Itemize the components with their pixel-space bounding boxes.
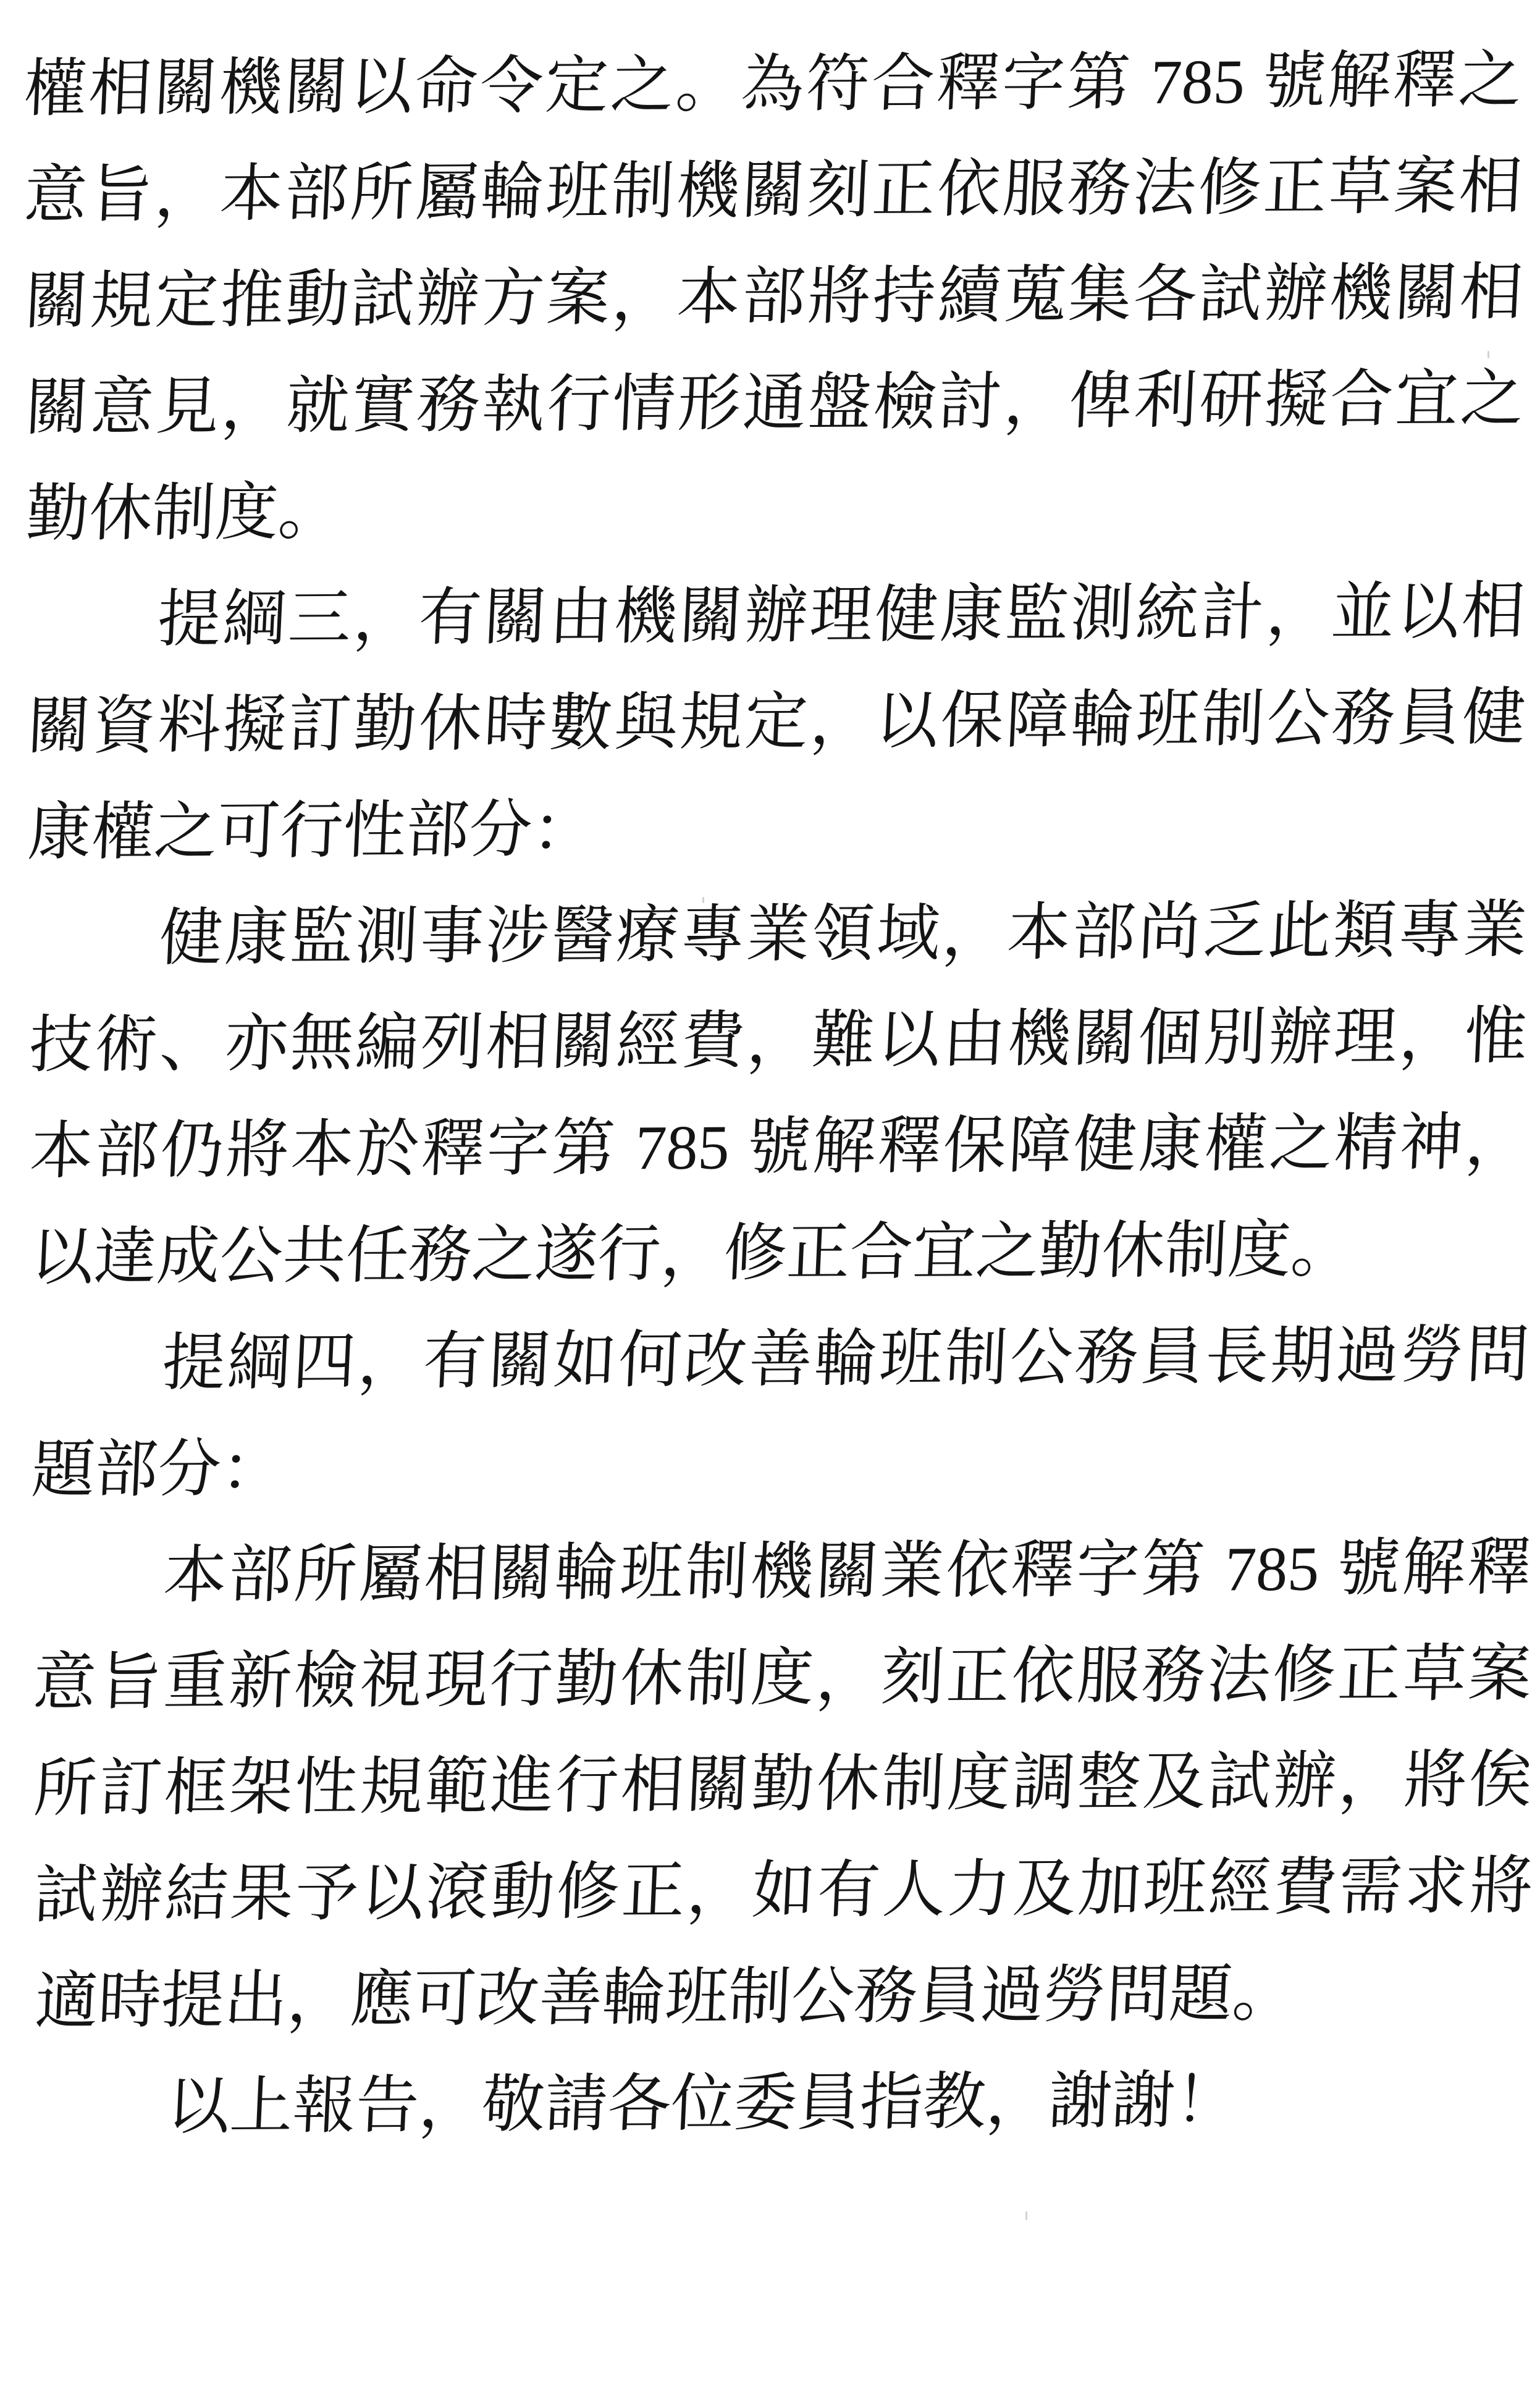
text-line: 本部所屬相關輪班制機關業依釋字第 785 號解釋 [162, 1533, 1533, 1612]
text-line: 所訂框架性規範進行相關勤休制度調整及試辦，將俟 [32, 1745, 1534, 1825]
text-line: 題部分： [30, 1434, 286, 1506]
text-line: 關規定推動試辦方案，本部將持續蒐集各試辦機關相 [23, 258, 1525, 337]
scan-speckle [702, 897, 704, 903]
text-line: 技術、亦無編列相關經費，難以由機關個別辦理，惟 [27, 1001, 1529, 1081]
scan-speckle [48, 1980, 50, 1986]
text-line: 關資料擬訂勤休時數與規定，以保障輪班制公務員健 [25, 683, 1527, 762]
scan-speckle [1487, 351, 1489, 358]
text-line: 關意見，就實務執行情形通盤檢討，俾利研擬合宜之 [23, 364, 1525, 444]
text-line: 以達成公共任務之遂行，修正合宜之勤休制度。 [29, 1215, 1356, 1293]
text-line: 意旨重新檢視現行勤休制度，刻正依服務法修正草案 [32, 1639, 1533, 1718]
scan-speckle [1025, 2211, 1027, 2220]
text-line: 康權之可行性部分： [26, 794, 597, 869]
text-line: 勤休制度。 [24, 477, 343, 550]
text-line: 提綱三，有關由機關辦理健康監測統計，並以相 [156, 576, 1526, 655]
scan-speckle [946, 73, 948, 83]
text-line: 適時提出，應可改善輪班制公務員過勞問題。 [33, 1959, 1297, 2037]
text-line: 本部仍將本於釋字第 785 號解釋保障健康權之精神， [28, 1108, 1530, 1187]
text-line: 意旨，本部所屬輪班制機關刻正依服務法修正草案相 [22, 151, 1524, 231]
text-line: 提綱四，有關如何改善輪班制公務員長期過勞問 [161, 1320, 1531, 1399]
body-text-block [20, 28, 1534, 2162]
text-line: 以上報告，敬請各位委員指教，謝謝！ [165, 2066, 1240, 2143]
text-line: 健康監測事涉醫療專業領域，本部尚乏此類專業 [158, 895, 1529, 974]
text-line: 權相關機關以命令定之。為符合釋字第 785 號解釋之 [22, 45, 1523, 125]
text-line: 試辦結果予以滾動修正，如有人力及加班經費需求將 [33, 1851, 1534, 1931]
